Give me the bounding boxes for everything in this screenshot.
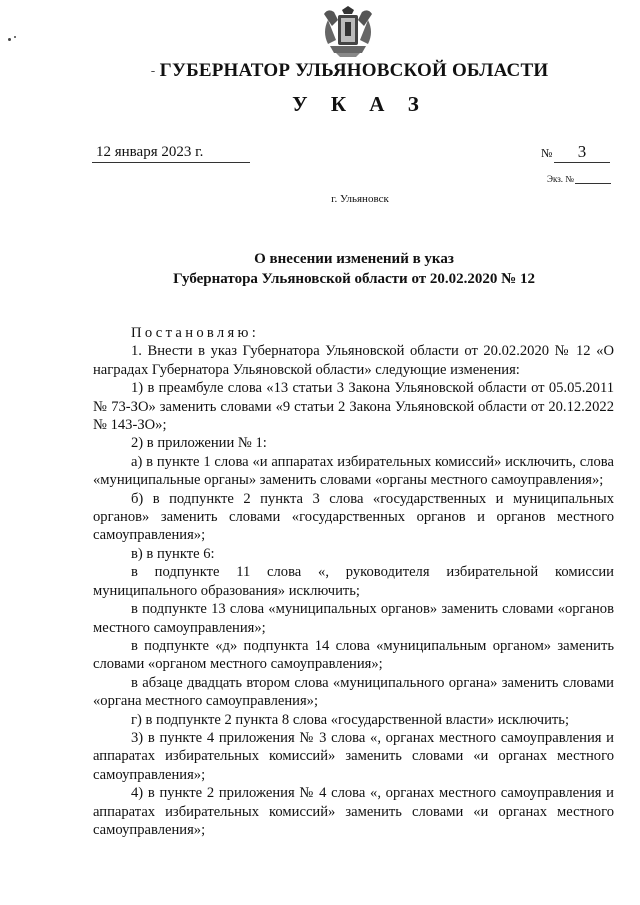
body-paragraph: 1. Внести в указ Губернатора Ульяновской области от 20.02.2020 № 12 «О наградах Губернатора Ульяновской области» следующие изменения: [93,343,614,378]
document-date: 12 января 2023 г. [92,144,250,163]
subject-line: Губернатора Ульяновской области от 20.02.2020 № 12 [173,271,535,287]
document-subject [0,249,640,289]
issuer-title: ГУБЕРНАТОР УЛЬЯНОВСКОЙ ОБЛАСТИ [159,60,549,81]
body-paragraph: в подпункте 11 слова «, руководителя избирательной комиссии муниципального образования» исключить; [93,564,614,599]
subject-line: О внесении изменений в указ [254,251,454,267]
scan-speck [8,38,11,41]
copy-number-label: Экз. № [547,174,574,184]
decree-formula: Постановляю: [131,325,260,341]
document-type: У К А З [292,92,428,116]
document-number: 3 [554,142,610,163]
body-paragraph: в) в пункте 6: [131,545,215,562]
body-paragraph: 4) в пункте 2 приложения № 4 слова «, органах местного самоуправления и аппаратах избирательных комиссий» заменить словами «и органах местного самоуправления»; [93,785,614,838]
body-paragraph: 2) в приложении № 1: [131,435,267,452]
body-paragraph: 1) в преамбуле слова «13 статьи 3 Закона Ульяновской области от 05.05.2011 № 73-ЗО» заменить словами «9 статьи 2 Закона Ульяновской области от 20.12.2022 № 143-ЗО»; [93,380,614,434]
city: г. Ульяновск [331,193,389,205]
number-label: № [541,146,553,160]
body-paragraph: г) в подпункте 2 пункта 8 слова «государственной власти» исключить; [131,711,569,728]
copy-number-field [575,183,611,184]
body-paragraph: б) в подпункте 2 пункта 3 слова «государственных и муниципальных органов» заменить словами «государственных органов и органов местного самоуправления»; [93,490,614,544]
document-body [93,324,614,839]
scan-speck [14,36,16,38]
body-paragraph: а) в пункте 1 слова «и аппаратах избирательных комиссий» исключить, слова «муниципальные органы» заменить словами «органы местного самоуправления»; [93,453,614,489]
coat-of-arms-icon [318,6,378,58]
body-paragraph: в абзаце двадцать втором слова «муниципального органа» заменить словами «органа местного самоуправления»; [93,674,614,710]
body-paragraph: в подпункте «д» подпункта 14 слова «муниципальным органом» заменить словами «органом местного самоуправления»; [93,637,614,673]
body-paragraph: 3) в пункте 4 приложения № 3 слова «, органах местного самоуправления и аппаратах избирательных комиссий» заменить словами «и органах местного самоуправления»; [93,729,614,783]
body-paragraph: в подпункте 13 слова «муниципальных органов» заменить словами «органов местного самоуправления»; [93,601,614,636]
